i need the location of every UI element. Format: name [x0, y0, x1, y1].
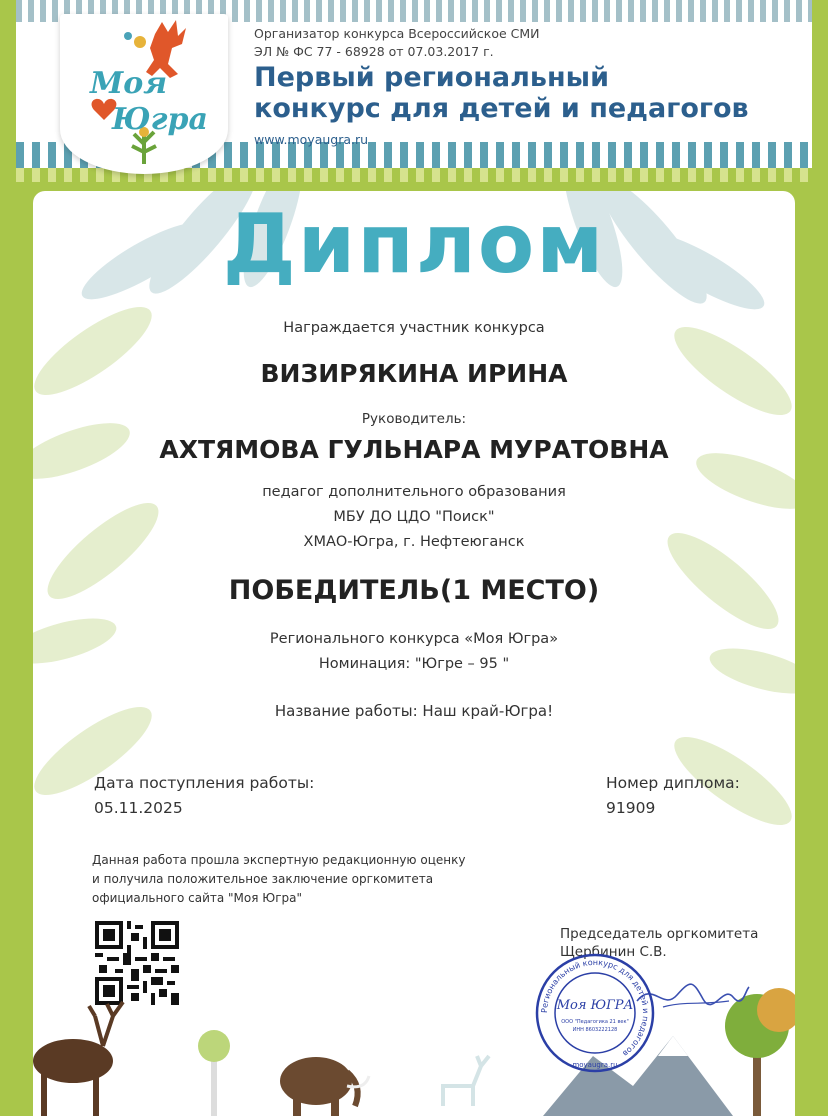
note-line: и получила положительное заключение оргкомитета — [92, 872, 434, 886]
logo-word-yugra: Югра — [112, 102, 208, 137]
diploma-card — [33, 191, 795, 1116]
stamp-inn: ИНН 8603222128 — [572, 1027, 618, 1033]
supervisor-label: Руководитель: — [361, 411, 467, 427]
diploma-header — [16, 0, 812, 168]
contest-title-line2: конкурс для детей и педагогов — [254, 93, 749, 124]
number-value: 91909 — [606, 799, 656, 817]
stamp-center-text: Моя ЮГРА — [556, 998, 634, 1013]
diploma-title: Диплом — [222, 197, 606, 292]
organization: МБУ ДО ЦДО "Поиск" — [333, 509, 495, 525]
organizer-stamp — [533, 951, 657, 1075]
award-place: ПОБЕДИТЕЛЬ(1 МЕСТО) — [228, 575, 600, 606]
date-value: 05.11.2025 — [94, 799, 183, 817]
contest-name: Регионального конкурса «Моя Югра» — [269, 631, 559, 647]
chair-name: Щербинин С.В. — [560, 944, 667, 960]
location: ХМАО-Югра, г. Нефтеюганск — [303, 534, 525, 550]
expert-note — [92, 851, 512, 908]
stamp-site: moyaugra.ru — [572, 1061, 618, 1069]
contest-title — [254, 62, 814, 124]
note-line: официального сайта "Моя Югра" — [92, 891, 303, 905]
awarded-label: Награждается участник конкурса — [283, 320, 545, 336]
moya-yugra-logo — [60, 14, 228, 174]
site-link[interactable]: www.moyaugra.ru — [254, 132, 369, 147]
registration-line: ЭЛ № ФС 77 - 68928 от 07.03.2017 г. — [254, 44, 494, 59]
stamp-ring-text: Региональный конкурс для детей и педагогов — [539, 957, 651, 1059]
logo-word-moya: Моя — [90, 66, 168, 101]
organizer-line: Организатор конкурса Всероссийское СМИ — [254, 26, 540, 41]
nomination: Номинация: "Югре – 95 " — [318, 656, 510, 672]
note-line: Данная работа прошла экспертную редакционную оценку — [92, 853, 466, 867]
stamp-company: ООО "Педагогика 21 век" — [561, 1019, 629, 1025]
participant-name: ВИЗИРЯКИНА ИРИНА — [260, 359, 568, 388]
chair-label: Председатель оргкомитета — [560, 926, 759, 942]
date-label: Дата поступления работы: — [94, 774, 315, 792]
supervisor-position: педагог дополнительного образования — [262, 484, 566, 500]
work-title: Название работы: Наш край-Югра! — [274, 702, 554, 720]
contest-title-line1: Первый региональный — [254, 62, 609, 93]
number-label: Номер диплома: — [606, 774, 740, 792]
supervisor-name: АХТЯМОВА ГУЛЬНАРА МУРАТОВНА — [159, 435, 669, 464]
